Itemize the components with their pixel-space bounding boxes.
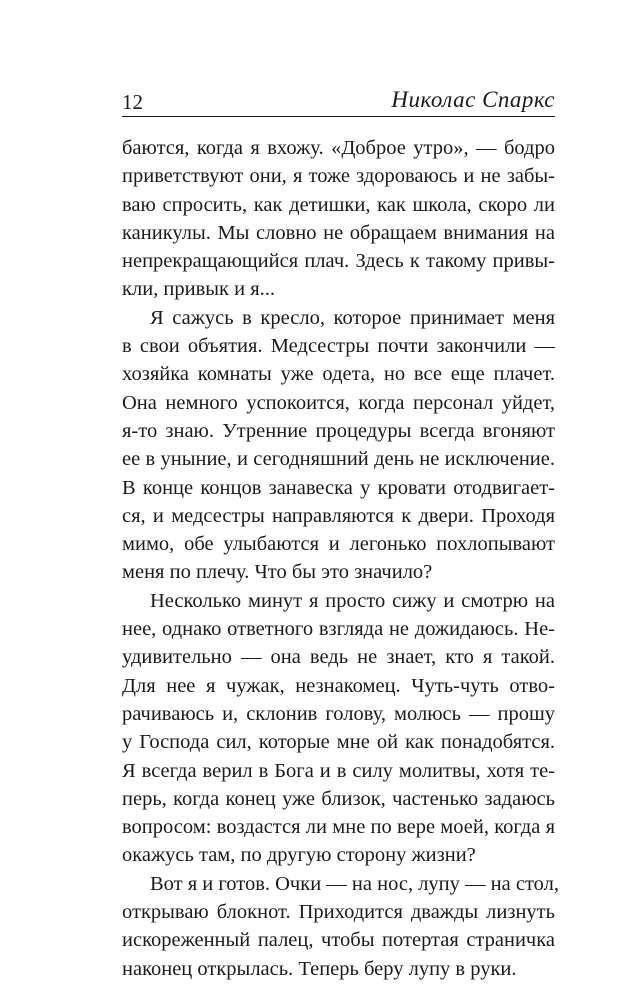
text-line: в свои объятия. Медсестры почти закончили —	[122, 335, 555, 358]
author-name: Николас Спаркс	[391, 87, 555, 112]
text-line: нее, однако ответного взгляда не дожидаюсь. Не-	[122, 618, 555, 641]
body-text	[122, 134, 559, 983]
text-line: Я всегда верил в Бога и в силу молитвы, хотя те-	[122, 759, 555, 782]
text-line: Она немного успокоится, когда персонал уйдет,	[122, 391, 555, 414]
text-line: баются, когда я вхожу. «Доброе утро», — бодро	[122, 137, 555, 159]
text-line: В конце концов занавеска у кровати отодвигает-	[122, 476, 555, 499]
text-line: открываю блокнот. Приходится дважды лизнуть	[122, 901, 555, 924]
text-line: ее в уныние, и сегодняшний день не исключение.	[122, 448, 555, 471]
text-line: удивительно — она ведь не знает, кто я такой.	[122, 646, 555, 669]
text-line: искореженный палец, чтобы потертая страничка	[122, 929, 555, 952]
text-line: рачиваюсь и, склонив голову, молюсь — прошу	[122, 702, 555, 725]
text-line: наконец открылась. Теперь беру лупу в руки.	[122, 957, 517, 980]
text-line: у Господа сил, которые мне ой как понадобятся.	[122, 731, 555, 754]
text-line: ся, и медсестры направляются к двери. Проходя	[122, 504, 555, 527]
text-line: вопросом: воздастся ли мне по вере моей, когда я	[122, 816, 555, 839]
text-line: ваю спросить, как детишки, как школа, скоро ли	[122, 193, 555, 216]
text-line: Для нее я чужак, незнакомец. Чуть-чуть отво-	[122, 674, 555, 697]
text-line: перь, когда конец уже близок, частенько задаюсь	[122, 787, 555, 810]
text-line: приветствуют они, я тоже здороваюсь и не забы-	[122, 165, 555, 188]
text-line: непрекращающийся плач. Здесь к такому привы-	[122, 250, 555, 273]
text-line: окажусь там, по другую сторону жизни?	[122, 844, 476, 867]
text-line: кли, привык и я...	[122, 278, 276, 301]
running-head	[122, 88, 555, 120]
header-rule	[122, 116, 555, 117]
page-number: 12	[122, 90, 143, 114]
text-line: меня по плечу. Что бы это значило?	[122, 561, 433, 584]
text-line: Вот я и готов. Очки — на нос, лупу — на стол,	[150, 872, 559, 895]
text-line: мимо, обе улыбаются и легонько похлопывают	[122, 533, 555, 556]
text-line: Я сажусь в кресло, которое принимает меня	[150, 306, 555, 329]
text-line: я-то знаю. Утренние процедуры всегда вгоняют	[122, 419, 555, 442]
text-line: Несколько минут я просто сижу и смотрю на	[150, 589, 555, 612]
text-line: хозяйка комнаты уже одета, но все еще плачет.	[122, 363, 555, 386]
text-line: каникулы. Мы словно не обращаем внимания на	[122, 221, 555, 244]
